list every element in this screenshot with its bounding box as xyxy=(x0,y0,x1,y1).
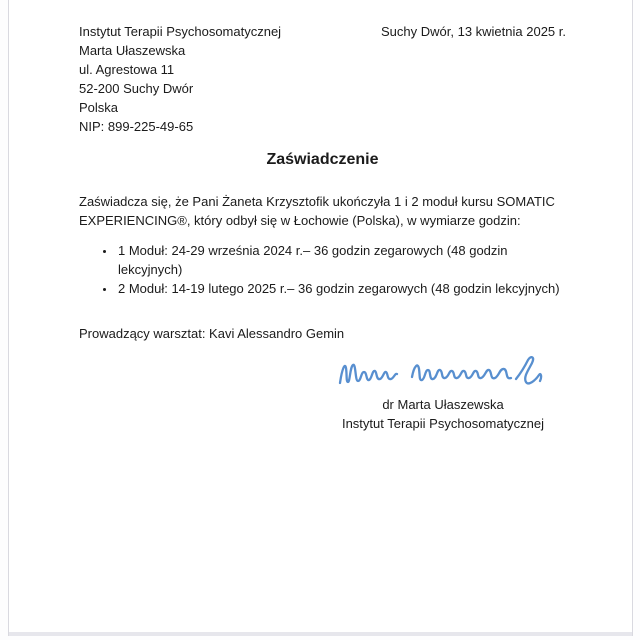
sender-line: ul. Agrestowa 11 xyxy=(79,62,175,77)
document-sheet xyxy=(8,0,633,636)
facilitator-line: Prowadzący warsztat: Kavi Alessandro Gemin xyxy=(79,326,345,341)
document-content xyxy=(79,22,566,433)
letterhead xyxy=(79,22,566,136)
dateline: Suchy Dwór, 13 kwietnia 2025 r. xyxy=(381,24,566,39)
signature-block xyxy=(320,353,566,433)
module-item: • 1 Moduł: 24-29 września 2024 r.– 36 godzin zegarowych (48 godzin lekcyjnych) xyxy=(116,241,566,279)
sender-line: NIP: 899-225-49-65 xyxy=(79,119,194,134)
module-item: • 2 Moduł: 14-19 lutego 2025 r.– 36 godzin zegarowych (48 godzin lekcyjnych) xyxy=(116,279,566,298)
sender-line: Instytut Terapii Psychosomatycznej xyxy=(79,24,282,39)
signoff xyxy=(320,395,566,433)
document-title: Zaświadczenie xyxy=(266,151,379,168)
intro-paragraph: Zaświadcza się, że Pani Żaneta Krzysztofik ukończyła 1 i 2 moduł kursu SOMATIC EXPERIENCING®, który odbył się w Łochowie (Polska), w wymiarze godzin: xyxy=(79,194,555,228)
handwritten-signature xyxy=(336,353,551,397)
sender-address xyxy=(79,22,281,136)
module-list xyxy=(79,241,566,298)
sender-line: 52-200 Suchy Dwór xyxy=(79,81,194,96)
signoff-name: dr Marta Ułaszewska xyxy=(382,397,504,412)
page-bottom-band xyxy=(9,632,632,636)
sender-line: Marta Ułaszewska xyxy=(79,43,186,58)
sender-line: Polska xyxy=(79,100,119,115)
signoff-organization: Instytut Terapii Psychosomatycznej xyxy=(341,416,545,431)
